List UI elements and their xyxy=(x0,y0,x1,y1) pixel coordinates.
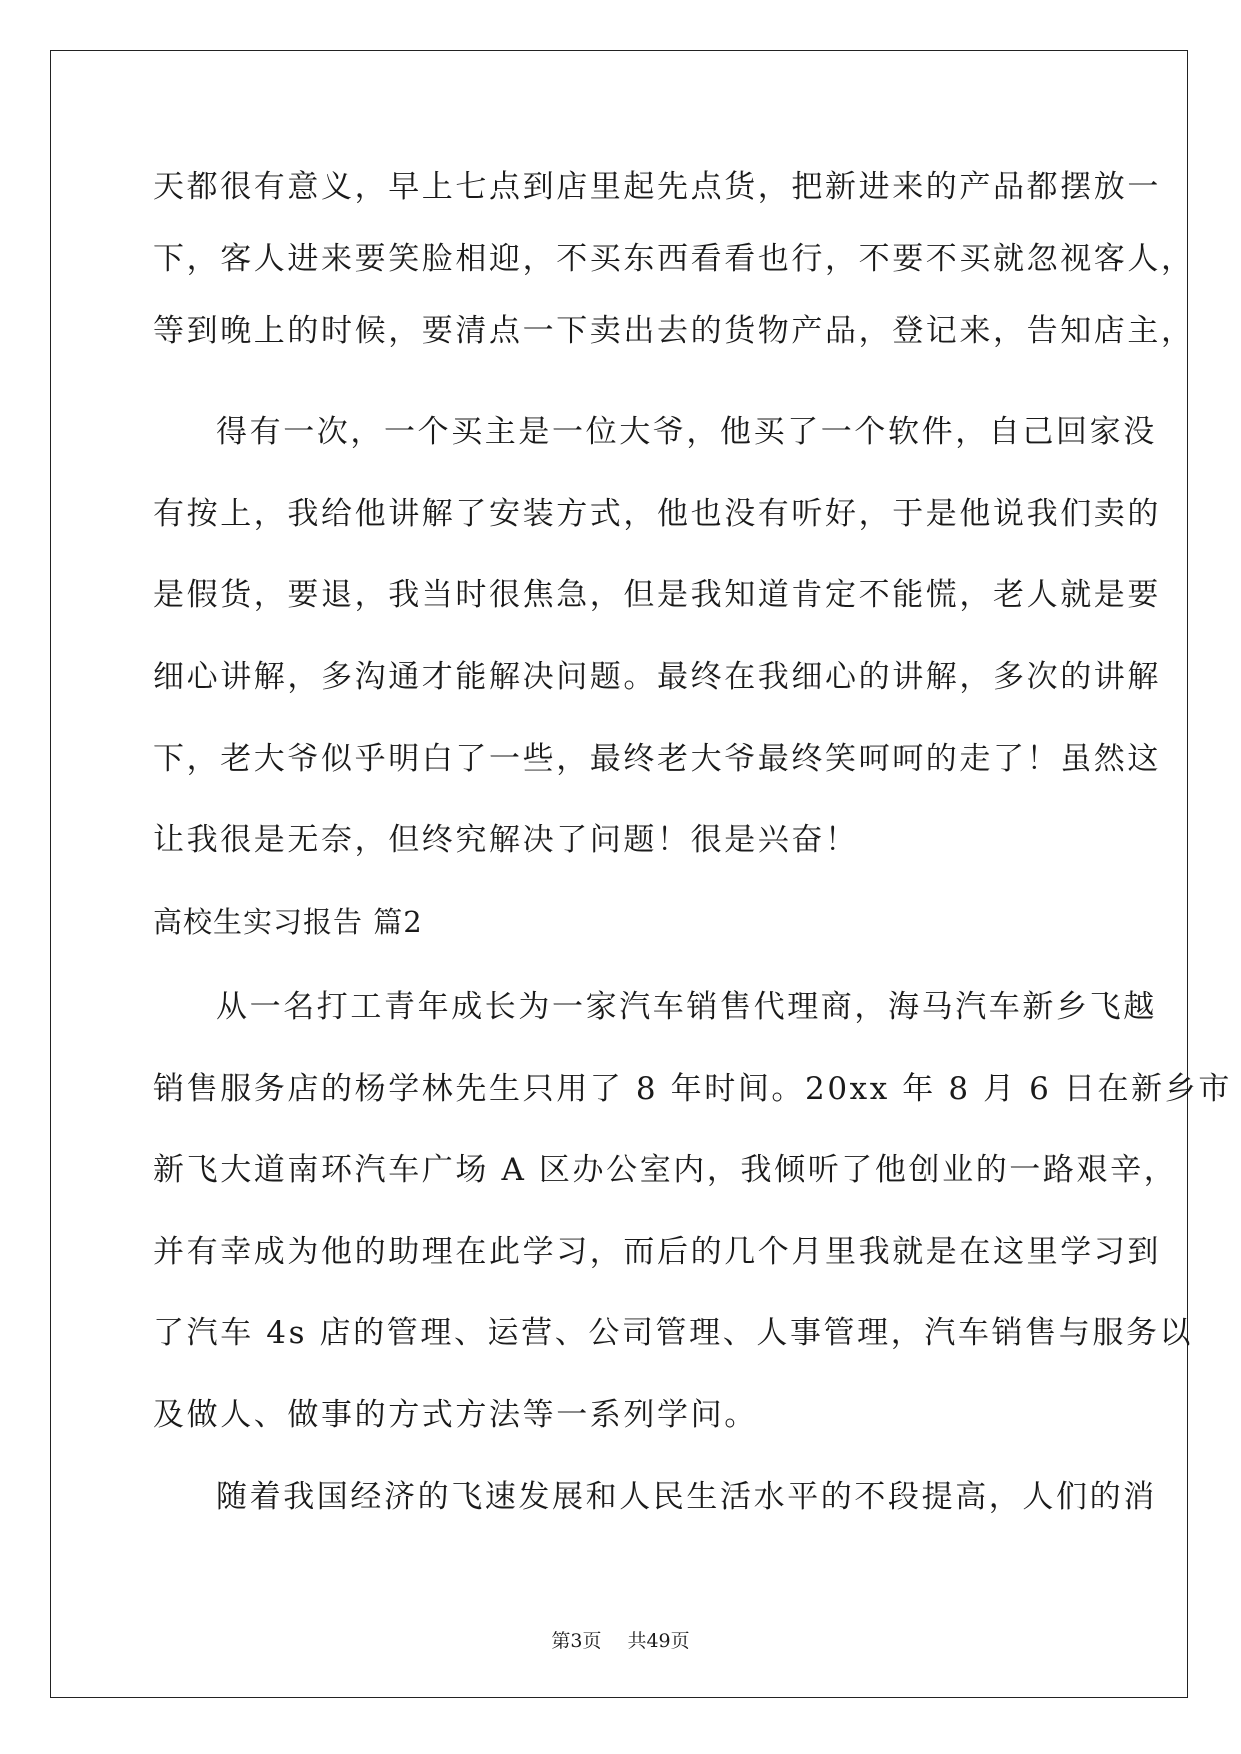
text-line: 得有一次，一个买主是一位大爷，他买了一个软件，自己回家没 xyxy=(216,414,1157,450)
text-line: 等到晚上的时候，要清点一下卖出去的货物产品，登记来，告知店主， xyxy=(153,313,1195,349)
section-heading: 高校生实习报告 篇2 xyxy=(153,905,423,939)
text-line: 有按上，我给他讲解了安装方式，他也没有听好，于是他说我们卖的 xyxy=(153,496,1161,532)
text-line: 随着我国经济的飞速发展和人民生活水平的不段提高，人们的消 xyxy=(216,1479,1157,1515)
page-border xyxy=(50,50,1188,1698)
text-line: 新飞大道南环汽车广场 A 区办公室内，我倾听了他创业的一路艰辛， xyxy=(153,1152,1178,1188)
text-line: 及做人、做事的方式方法等一系列学问。 xyxy=(153,1397,758,1433)
text-line: 并有幸成为他的助理在此学习，而后的几个月里我就是在这里学习到 xyxy=(153,1234,1161,1270)
text-line: 天都很有意义，早上七点到店里起先点货，把新进来的产品都摆放一 xyxy=(153,169,1161,205)
text-line: 了汽车 4s 店的管理、运营、公司管理、人事管理，汽车销售与服务以 xyxy=(153,1315,1194,1351)
text-line: 销售服务店的杨学林先生只用了 8 年时间。20xx 年 8 月 6 日在新乡市 xyxy=(153,1071,1232,1107)
page-footer xyxy=(0,1628,1241,1654)
text-line: 细心讲解，多沟通才能解决问题。最终在我细心的讲解，多次的讲解 xyxy=(153,659,1161,695)
text-line: 下，客人进来要笑脸相迎，不买东西看看也行，不要不买就忽视客人， xyxy=(153,241,1195,277)
text-line: 从一名打工青年成长为一家汽车销售代理商，海马汽车新乡飞越 xyxy=(216,989,1157,1025)
page-total: 共49页 xyxy=(627,1630,690,1652)
page-number: 第3页 xyxy=(551,1630,602,1652)
text-line: 是假货，要退，我当时很焦急，但是我知道肯定不能慌，老人就是要 xyxy=(153,577,1161,613)
text-line: 让我很是无奈，但终究解决了问题！很是兴奋！ xyxy=(153,822,859,858)
text-line: 下，老大爷似乎明白了一些，最终老大爷最终笑呵呵的走了！虽然这 xyxy=(153,741,1161,777)
